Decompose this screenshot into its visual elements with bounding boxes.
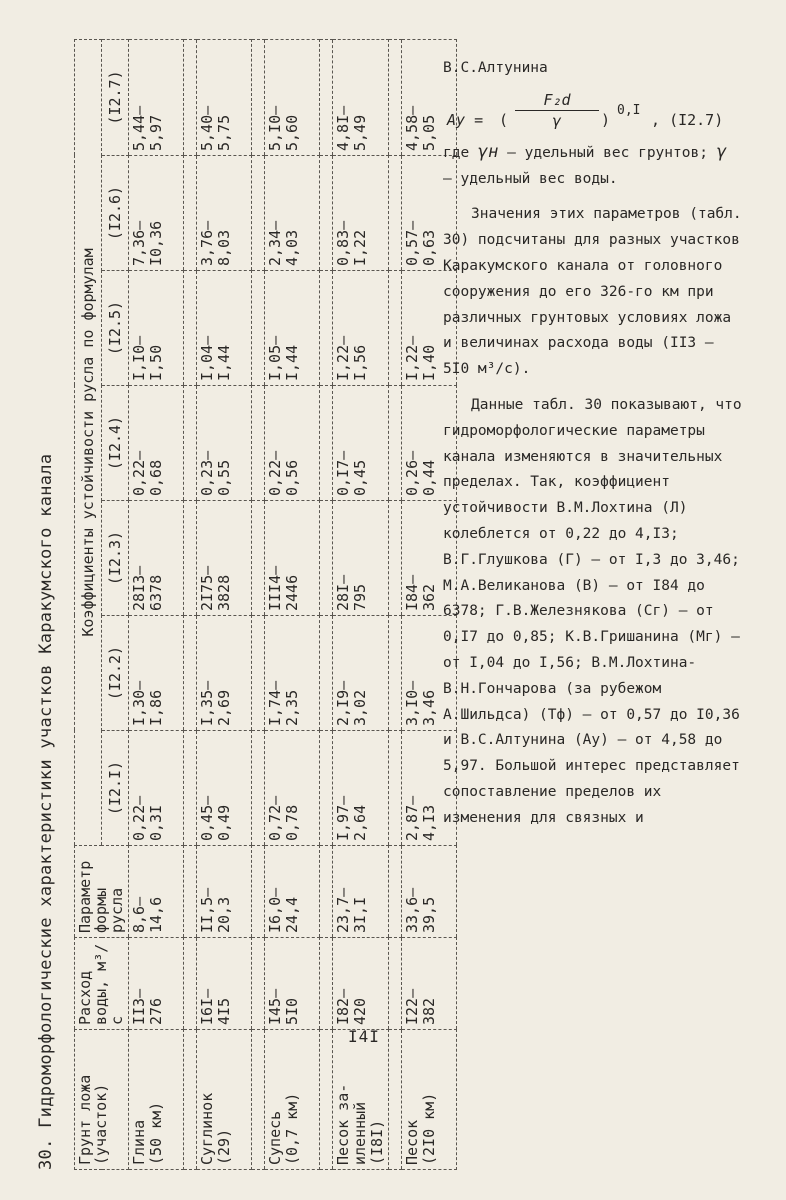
cell-line: 795 bbox=[351, 583, 369, 611]
cell-line: II3– bbox=[130, 988, 148, 1025]
cell-line: 0,57– bbox=[403, 220, 421, 266]
cell-line: 2,34– bbox=[266, 220, 284, 266]
cell-shape bbox=[265, 846, 320, 938]
where-soil-weight: – удельный вес грунтов; bbox=[507, 144, 708, 161]
cell-line: Глина bbox=[130, 1119, 148, 1165]
cell-line: 362 bbox=[420, 583, 438, 611]
cell-line: I,22– bbox=[334, 335, 352, 381]
cell-line: 0,22– bbox=[130, 450, 148, 496]
where-word: где bbox=[443, 144, 470, 161]
cell-soil bbox=[402, 1030, 457, 1170]
cell-line: (50 км) bbox=[147, 1101, 165, 1165]
cell-line: 0,68 bbox=[147, 459, 165, 496]
cell-line: 33,6– bbox=[403, 887, 421, 933]
formula-fraction bbox=[515, 90, 599, 131]
cell-coef bbox=[265, 731, 320, 846]
formula-denominator: γ bbox=[552, 111, 562, 130]
header-formula: (I2.I) bbox=[102, 731, 129, 846]
cell-line: 382 bbox=[420, 997, 438, 1025]
cell-line: I6I– bbox=[198, 988, 216, 1025]
cell-line: 24,4 bbox=[283, 896, 301, 933]
cell-line: 14,6 bbox=[147, 896, 165, 933]
header-formula: (I2.4) bbox=[102, 386, 129, 501]
cell-shape bbox=[197, 846, 252, 938]
cell-line: 5,60 bbox=[283, 114, 301, 151]
cell-line: I,22– bbox=[403, 335, 421, 381]
cell-line: 5,97 bbox=[147, 114, 165, 151]
cell-coef bbox=[197, 386, 252, 501]
cell-coef bbox=[265, 39, 320, 155]
formula-sep: , bbox=[651, 110, 661, 129]
cell-line: 420 bbox=[351, 997, 369, 1025]
cell-discharge bbox=[197, 938, 252, 1030]
cell-line: иленный bbox=[351, 1101, 369, 1165]
cell-line: 276 bbox=[147, 997, 165, 1025]
cell-line: 23,7– bbox=[334, 887, 352, 933]
cell-line: 4,58– bbox=[403, 105, 421, 151]
header-formula: (I2.7) bbox=[102, 39, 129, 155]
cell-line: 0,55 bbox=[215, 459, 233, 496]
cell-line: 0,78 bbox=[283, 804, 301, 841]
cell-coef bbox=[197, 156, 252, 271]
cell-line: 20,3 bbox=[215, 896, 233, 933]
cell-line: (2I0 км) bbox=[420, 1092, 438, 1165]
cell-coef bbox=[129, 156, 184, 271]
cell-line: 3,02 bbox=[351, 689, 369, 726]
formula-exponent: 0,I bbox=[617, 102, 641, 118]
cell-coef bbox=[129, 386, 184, 501]
header-discharge: Расход воды, м³/с bbox=[75, 938, 129, 1030]
author-name: В.С.Алтунина bbox=[443, 60, 548, 76]
cell-coef bbox=[129, 271, 184, 386]
cell-coef bbox=[265, 386, 320, 501]
cell-coef bbox=[265, 616, 320, 731]
cell-coef bbox=[197, 39, 252, 155]
where-clause bbox=[443, 140, 743, 193]
cell-line: I,56 bbox=[351, 344, 369, 381]
cell-line: I6,0– bbox=[266, 887, 284, 933]
cell-line: Суглинок bbox=[198, 1092, 216, 1165]
cell-coef bbox=[333, 731, 389, 846]
cell-line: I,44 bbox=[215, 344, 233, 381]
cell-line: 4,8I– bbox=[334, 105, 352, 151]
cell-coef bbox=[129, 501, 184, 616]
cell-line: 6378 bbox=[147, 574, 165, 611]
cell-line: 2446 bbox=[283, 574, 301, 611]
cell-line: I,97– bbox=[334, 795, 352, 841]
cell-coef bbox=[197, 616, 252, 731]
cell-line: I,I0– bbox=[130, 335, 148, 381]
cell-line: I,74– bbox=[266, 680, 284, 726]
paragraph-2: Данные табл. 30 показывают, что гидроморфологические параметры канала изменяются в значительных пределах. Так, коэффициент устойчивости В.М.Лохтина (Л) колеблется от 0,22 до 4,I3; В.Г.Глушкова (Г) – от I,3 до 3,46; М.А.Великанова (В) – от I84 до 6378; Г.В.Железнякова (Cг) – от 0,I7 до 0,85; К.В.Гришанина (Мг) – от I,04 до I,56; В.М.Лохтина-В.Н.Гончарова (за рубежом А.Шильдса) (Тф) – от 0,57 до I0,36 и В.С.Алтунина (Ау) – от 4,58 до 5,97. Большой интерес представляет сопоставление пределов их изменения для связных и bbox=[443, 396, 742, 826]
cell-line: 5,49 bbox=[351, 114, 369, 151]
cell-line: I,40 bbox=[420, 344, 438, 381]
table-body bbox=[129, 39, 457, 1169]
cell-line: 5,I0– bbox=[266, 105, 284, 151]
cell-line: III4– bbox=[266, 565, 284, 611]
cell-line: I22– bbox=[403, 988, 421, 1025]
cell-line: II,5– bbox=[198, 887, 216, 933]
cell-line: 0,44 bbox=[420, 459, 438, 496]
cell-line: I,05– bbox=[266, 335, 284, 381]
header-formula: (I2.6) bbox=[102, 156, 129, 271]
table-row bbox=[333, 39, 389, 1169]
page-number: I4I bbox=[348, 1027, 380, 1046]
table-row bbox=[265, 39, 320, 1169]
cell-line: 0,23– bbox=[198, 450, 216, 496]
cell-shape bbox=[129, 846, 184, 938]
cell-line: 0,22– bbox=[130, 795, 148, 841]
cell-line: I45– bbox=[266, 988, 284, 1025]
cell-discharge bbox=[402, 938, 457, 1030]
formula-lhs: Aу = bbox=[447, 110, 484, 129]
cell-line: 0,I7– bbox=[334, 450, 352, 496]
cell-line: 7,36– bbox=[130, 220, 148, 266]
table-row bbox=[197, 39, 252, 1169]
cell-line: I,30– bbox=[130, 680, 148, 726]
cell-coef bbox=[197, 501, 252, 616]
cell-line: 0,26– bbox=[403, 450, 421, 496]
table-row bbox=[129, 39, 184, 1169]
cell-line: Песок bbox=[403, 1119, 421, 1165]
cell-line: 39,5 bbox=[420, 896, 438, 933]
gamma-n-symbol: γн bbox=[477, 141, 499, 162]
cell-discharge bbox=[333, 938, 389, 1030]
header-soil: Грунт ложа (участок) bbox=[75, 1030, 129, 1170]
formula-label: (I2.7) bbox=[669, 110, 724, 129]
cell-line: 2,87– bbox=[403, 795, 421, 841]
cell-line: 0,45 bbox=[351, 459, 369, 496]
cell-line: I82– bbox=[334, 988, 352, 1025]
cell-coef bbox=[129, 731, 184, 846]
cell-coef bbox=[265, 501, 320, 616]
where-water-weight: – удельный вес воды. bbox=[443, 170, 618, 187]
header-formula: (I2.5) bbox=[102, 271, 129, 386]
formula-open-paren: ( bbox=[499, 110, 509, 129]
cell-line: 5,05 bbox=[420, 114, 438, 151]
cell-soil bbox=[197, 1030, 252, 1170]
cell-coef bbox=[129, 39, 184, 155]
cell-line: 0,56 bbox=[283, 459, 301, 496]
cell-line: 0,3I bbox=[147, 804, 165, 841]
formula-close-paren: ) bbox=[601, 110, 611, 129]
cell-line: I,50 bbox=[147, 344, 165, 381]
text-column bbox=[443, 56, 743, 832]
cell-line: 0,45– bbox=[198, 795, 216, 841]
cell-soil bbox=[129, 1030, 184, 1170]
cell-line: I,22 bbox=[351, 229, 369, 266]
cell-line: 8,6– bbox=[130, 896, 148, 933]
cell-line: 3,76– bbox=[198, 220, 216, 266]
data-table bbox=[74, 39, 457, 1170]
header-coef-group: Коэффициенты устойчивости русла по формулам bbox=[75, 39, 102, 845]
cell-line: 4I5 bbox=[215, 997, 233, 1025]
cell-shape bbox=[333, 846, 389, 938]
cell-coef bbox=[333, 616, 389, 731]
header-formula: (I2.3) bbox=[102, 501, 129, 616]
cell-coef bbox=[333, 39, 389, 155]
cell-coef bbox=[265, 156, 320, 271]
cell-coef bbox=[265, 271, 320, 386]
cell-line: 5,75 bbox=[215, 114, 233, 151]
cell-shape bbox=[402, 846, 457, 938]
cell-coef bbox=[333, 501, 389, 616]
cell-line: Песок за- bbox=[334, 1083, 352, 1165]
cell-line: I84– bbox=[403, 574, 421, 611]
header-shape: Параметр формы русла bbox=[75, 846, 129, 938]
cell-line: I0,36 bbox=[147, 220, 165, 266]
cell-line: 3,I0– bbox=[403, 680, 421, 726]
cell-line: 2,35 bbox=[283, 689, 301, 726]
cell-coef bbox=[333, 156, 389, 271]
cell-line: (I8I) bbox=[368, 1119, 386, 1165]
cell-line: 0,63 bbox=[420, 229, 438, 266]
cell-coef bbox=[197, 271, 252, 386]
cell-line: 2,69 bbox=[215, 689, 233, 726]
cell-line: 4,03 bbox=[283, 229, 301, 266]
cell-line: 28I3– bbox=[130, 565, 148, 611]
cell-line: 0,22– bbox=[266, 450, 284, 496]
cell-line: 8,03 bbox=[215, 229, 233, 266]
cell-soil bbox=[333, 1030, 389, 1170]
rotated-table-block bbox=[30, 40, 438, 1170]
table-title: 30. Гидроморфологические характеристики участков Каракумского канала bbox=[36, 453, 56, 1170]
cell-line: 0,49 bbox=[215, 804, 233, 841]
cell-line: 5I0 bbox=[283, 997, 301, 1025]
cell-coef bbox=[197, 731, 252, 846]
cell-discharge bbox=[265, 938, 320, 1030]
cell-line: Супесь bbox=[266, 1110, 284, 1165]
cell-line: I,86 bbox=[147, 689, 165, 726]
cell-line: 0,72– bbox=[266, 795, 284, 841]
cell-line: 5,44– bbox=[130, 105, 148, 151]
cell-coef bbox=[129, 616, 184, 731]
cell-line: 28I– bbox=[334, 574, 352, 611]
cell-line: I,04– bbox=[198, 335, 216, 381]
paragraph-1: Значения этих параметров (табл. 30) подсчитаны для разных участков Каракумского канала от головного сооружения до его 326-го км при различных грунтовых условиях ложа и величинах расхода воды (II3 – 5I0 м³/с). bbox=[443, 206, 742, 378]
cell-line: I,35– bbox=[198, 680, 216, 726]
formula-numerator: F₂d bbox=[515, 90, 599, 111]
cell-coef bbox=[333, 271, 389, 386]
cell-line: 5,40– bbox=[198, 105, 216, 151]
cell-line: (29) bbox=[215, 1128, 233, 1165]
header-formula: (I2.2) bbox=[102, 616, 129, 731]
formula-number bbox=[651, 108, 723, 134]
cell-line: 3,46 bbox=[420, 689, 438, 726]
cell-soil bbox=[265, 1030, 320, 1170]
cell-line: 2,I9– bbox=[334, 680, 352, 726]
cell-discharge bbox=[129, 938, 184, 1030]
cell-line: 0,83– bbox=[334, 220, 352, 266]
cell-line: 3I,I bbox=[351, 896, 369, 933]
cell-line: I,44 bbox=[283, 344, 301, 381]
cell-coef bbox=[333, 386, 389, 501]
cell-line: 4,I3 bbox=[420, 804, 438, 841]
cell-line: (0,7 км) bbox=[283, 1092, 301, 1165]
cell-line: 2I75– bbox=[198, 565, 216, 611]
gamma-symbol: γ bbox=[716, 141, 727, 162]
formula-12-7 bbox=[443, 88, 743, 140]
cell-line: 3828 bbox=[215, 574, 233, 611]
cell-line: 2,64 bbox=[351, 804, 369, 841]
